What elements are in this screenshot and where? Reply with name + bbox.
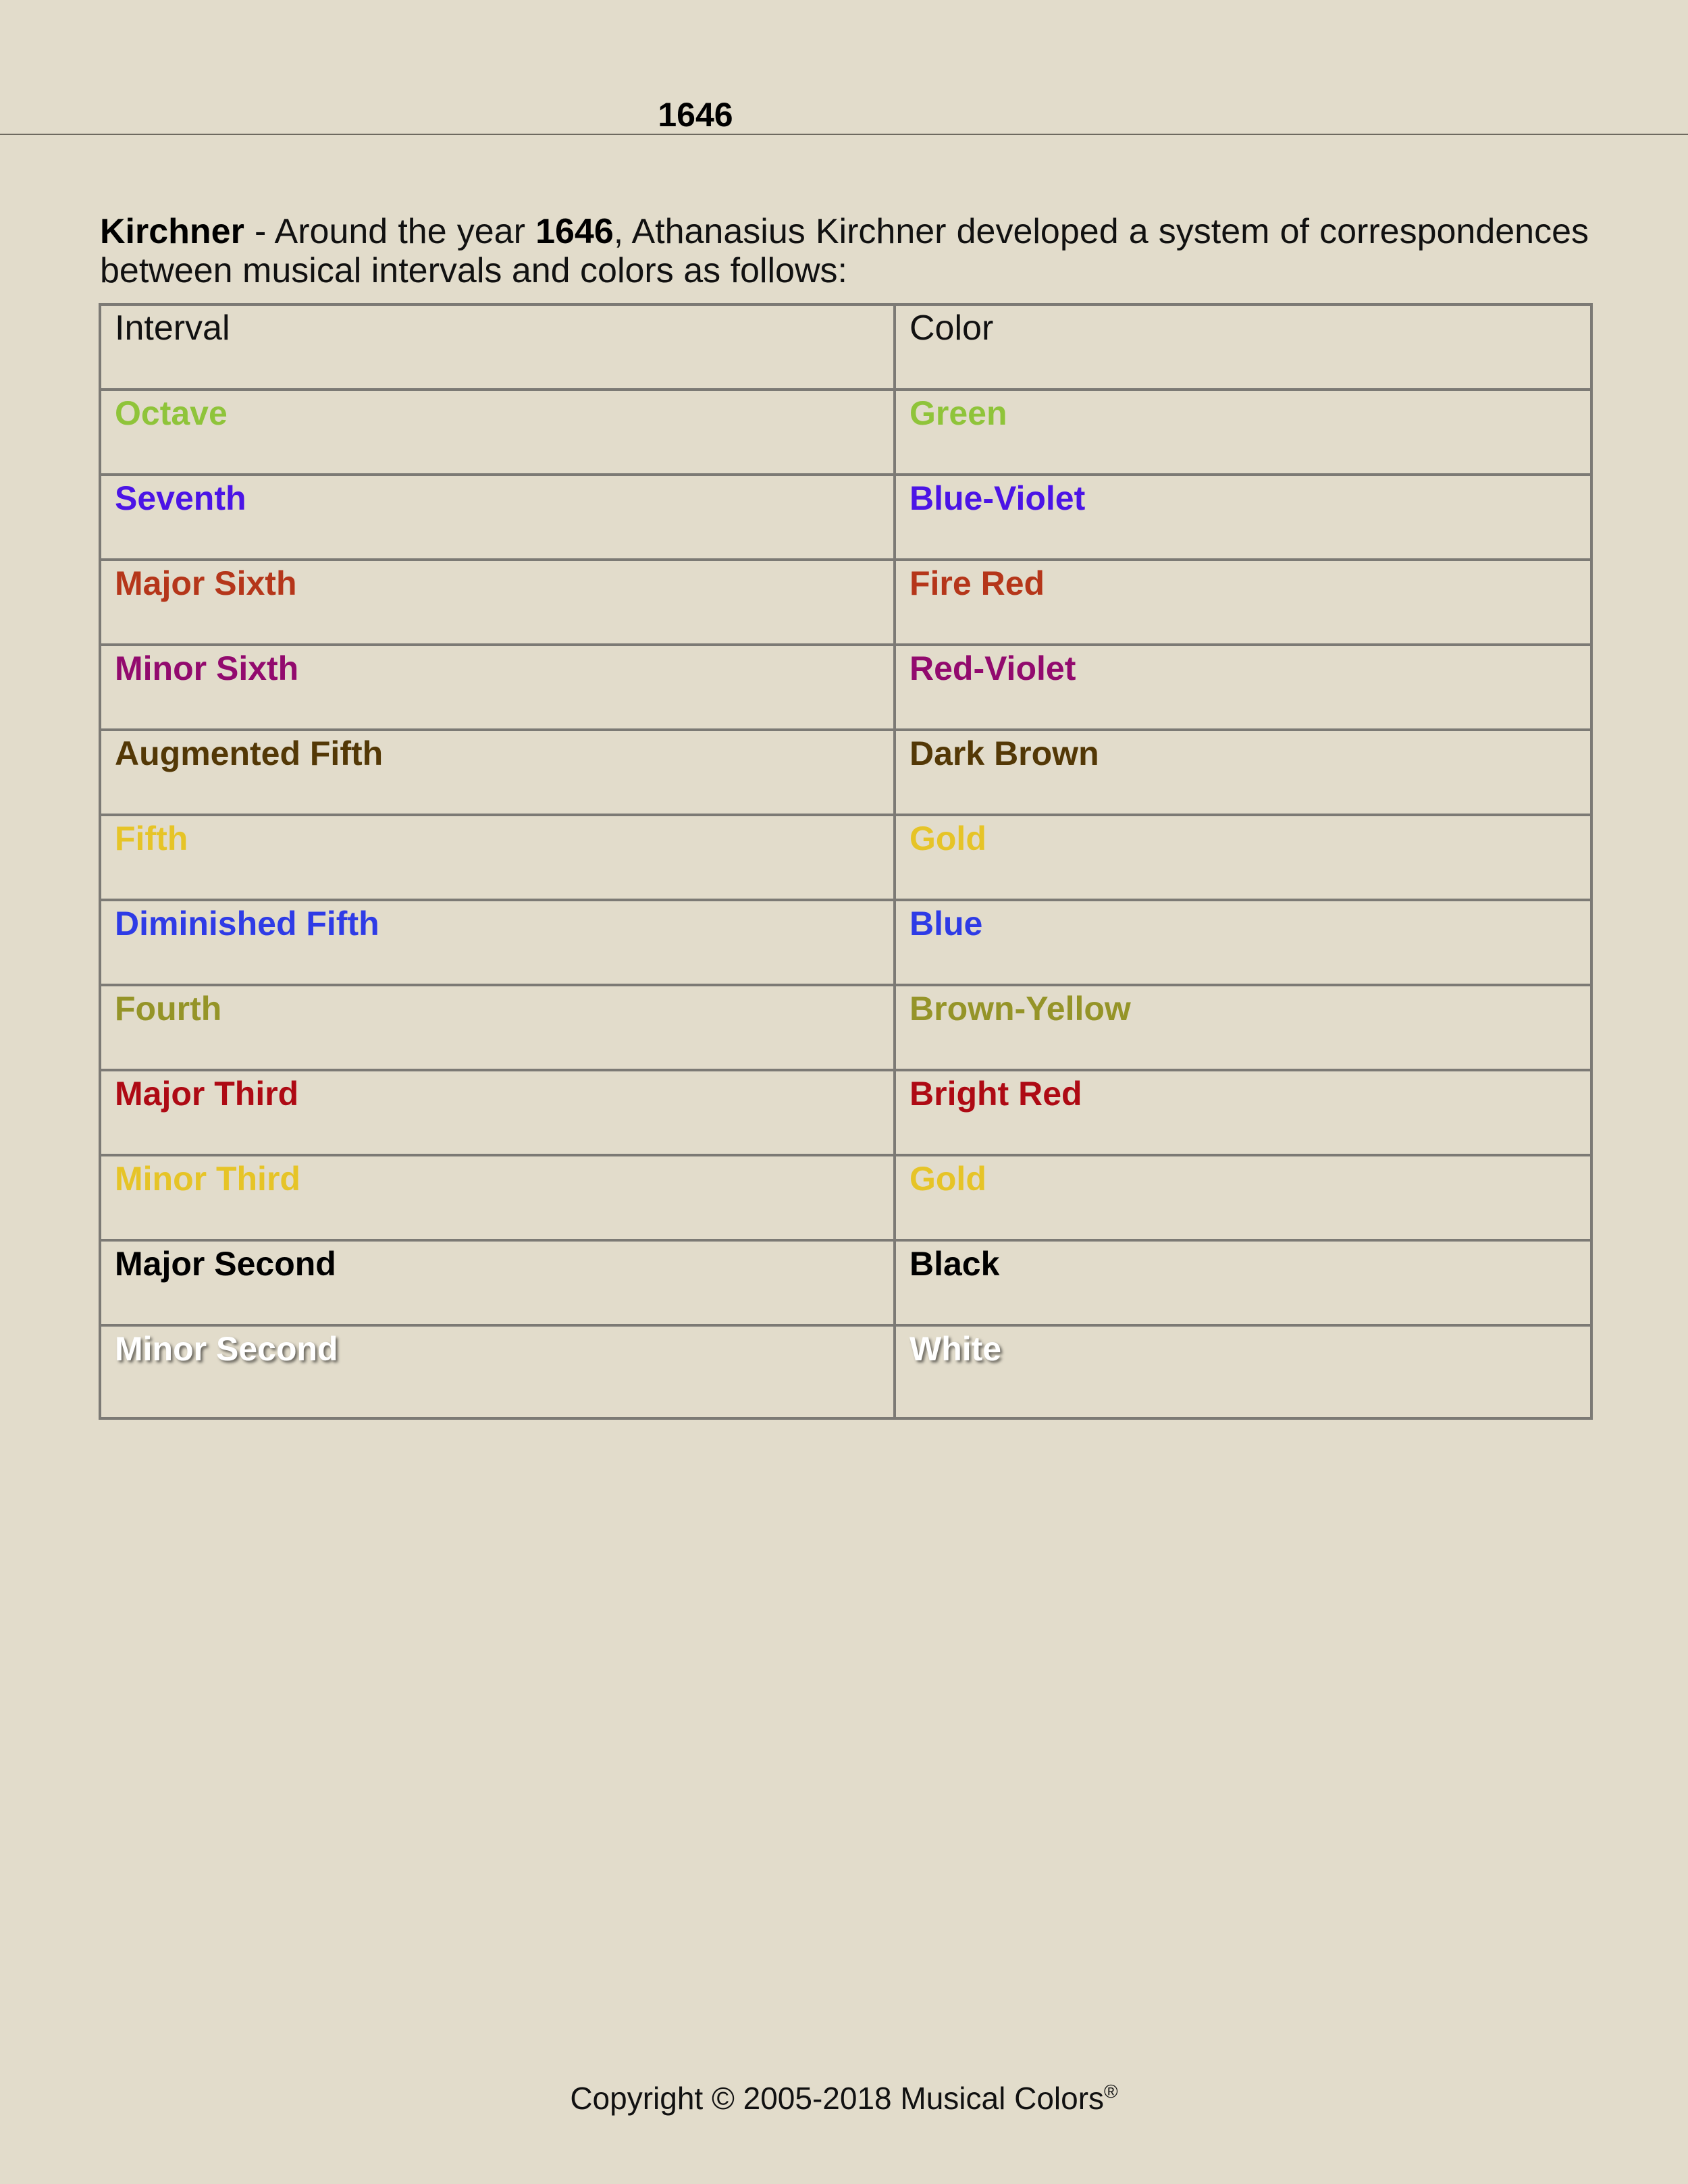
interval-cell: Fifth xyxy=(100,815,895,900)
interval-cell: Minor Sixth xyxy=(100,645,895,730)
copyright-text: Copyright © 2005-2018 Musical Colors xyxy=(570,2081,1105,2116)
table-row xyxy=(100,645,1591,730)
interval-cell: Octave xyxy=(100,390,895,475)
intro-lead: - Around the year xyxy=(244,212,536,251)
table-row xyxy=(100,475,1591,560)
table-row xyxy=(100,1155,1591,1240)
table-header-row xyxy=(100,304,1591,390)
intro-year: 1646 xyxy=(535,212,614,251)
header-color: Color xyxy=(895,304,1591,390)
color-cell: Red-Violet xyxy=(895,645,1591,730)
table-row xyxy=(100,900,1591,985)
interval-cell: Diminished Fifth xyxy=(100,900,895,985)
intro-paragraph xyxy=(100,212,1589,290)
interval-cell: Major Third xyxy=(100,1070,895,1155)
color-cell: Gold xyxy=(895,815,1591,900)
interval-cell: Minor Third xyxy=(100,1155,895,1240)
page-title: 1646 xyxy=(658,96,733,134)
color-cell: Bright Red xyxy=(895,1070,1591,1155)
page-header xyxy=(0,0,1688,135)
table-row xyxy=(100,1070,1591,1155)
header-interval: Interval xyxy=(100,304,895,390)
table-row xyxy=(100,815,1591,900)
table-row xyxy=(100,560,1591,645)
table-row xyxy=(100,730,1591,815)
table-row xyxy=(100,1325,1591,1418)
color-cell: Brown-Yellow xyxy=(895,985,1591,1070)
intro-rest: , Athanasius Kirchner developed a system of correspondences between musical intervals and colors as follows: xyxy=(100,212,1589,290)
color-cell: Blue-Violet xyxy=(895,475,1591,560)
copyright-footer xyxy=(0,2079,1688,2117)
color-cell: Green xyxy=(895,390,1591,475)
interval-color-table xyxy=(99,303,1593,1420)
interval-cell: Augmented Fifth xyxy=(100,730,895,815)
interval-cell: Major Sixth xyxy=(100,560,895,645)
color-cell: Fire Red xyxy=(895,560,1591,645)
table-row xyxy=(100,985,1591,1070)
interval-cell: Minor Second xyxy=(100,1325,895,1418)
interval-cell: Fourth xyxy=(100,985,895,1070)
color-cell: Blue xyxy=(895,900,1591,985)
color-cell: White xyxy=(895,1325,1591,1418)
intro-name: Kirchner xyxy=(100,212,244,251)
table-row xyxy=(100,1240,1591,1325)
color-cell: Black xyxy=(895,1240,1591,1325)
registered-mark: ® xyxy=(1104,2081,1118,2102)
color-cell: Dark Brown xyxy=(895,730,1591,815)
interval-cell: Seventh xyxy=(100,475,895,560)
table-row xyxy=(100,390,1591,475)
interval-cell: Major Second xyxy=(100,1240,895,1325)
color-cell: Gold xyxy=(895,1155,1591,1240)
